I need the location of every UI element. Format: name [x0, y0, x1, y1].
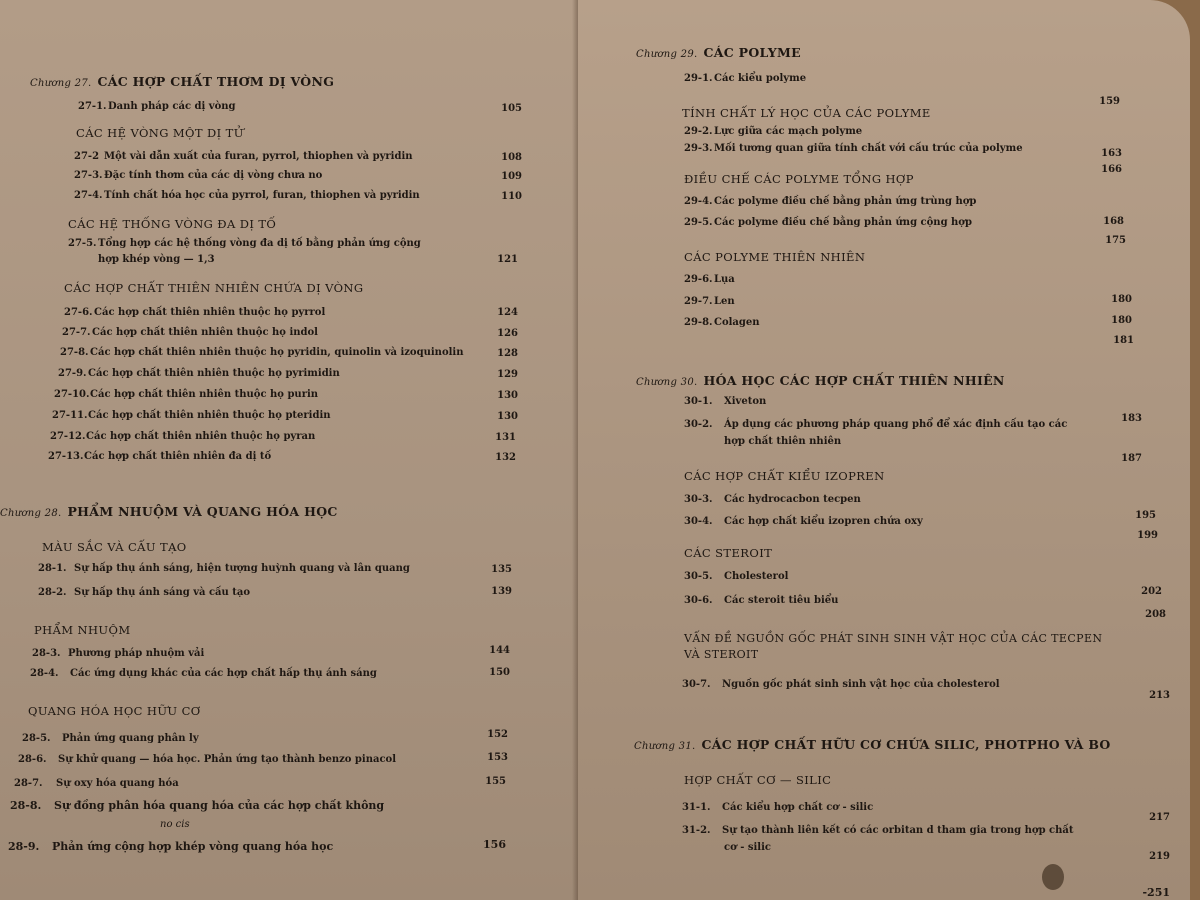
toc-entry-27-5-cont: hợp khép vòng — 1,3 — [98, 254, 215, 265]
page-number-28-2: 139 — [491, 586, 512, 597]
section-quang-hoa: QUANG HÓA HỌC HỮU CƠ — [28, 704, 201, 718]
page-footer-number: -251 — [1142, 886, 1170, 899]
section-mot-di-tu: CÁC HỆ VÒNG MỘT DỊ TỬ — [76, 126, 244, 140]
toc-entry-27-2: 27-2 Một vài dẫn xuất của furan, pyrrol, thiophen và pyridin — [74, 151, 413, 162]
page-number-29-1: 159 — [1099, 96, 1120, 107]
toc-entry-31-1: 31-1. Các kiểu hợp chất cơ - silic — [682, 802, 874, 813]
page-number-28-7: 155 — [485, 776, 506, 787]
section-pham-nhuom: PHẨM NHUỘM — [34, 623, 131, 637]
toc-entry-27-5: 27-5.Tổng hợp các hệ thống vòng đa dị tố bằng phản ứng cộng — [68, 238, 421, 249]
toc-entry-29-6: 29-6.Lụa — [684, 274, 735, 285]
page-number-27-10: 130 — [497, 390, 518, 401]
toc-entry-30-5: 30-5. Cholesterol — [684, 571, 789, 582]
page-number-27-3: 109 — [501, 171, 522, 182]
toc-entry-30-1: 30-1. Xiveton — [684, 396, 767, 407]
section-dieu-che: ĐIỀU CHẾ CÁC POLYME TỔNG HỢP — [684, 172, 914, 186]
toc-entry-27-11: 27-11.Các hợp chất thiên nhiên thuộc họ pteridin — [52, 410, 331, 421]
page-number-30-5: 202 — [1141, 586, 1162, 597]
page-number-29-7: 180 — [1111, 315, 1132, 326]
toc-entry-29-4: 29-4.Các polyme điều chế bằng phản ứng trùng hợp — [684, 196, 977, 207]
toc-entry-29-7: 29-7.Len — [684, 296, 735, 307]
toc-entry-30-4: 30-4. Các hợp chất kiểu izopren chứa oxy — [684, 516, 923, 527]
page-number-27-13: 132 — [495, 452, 516, 463]
page-number-30-7: 213 — [1149, 690, 1170, 701]
toc-entry-27-8: 27-8.Các hợp chất thiên nhiên thuộc họ pyridin, quinolin và izoquinolin — [60, 347, 464, 358]
toc-entry-30-2-cont: hợp chất thiên nhiên — [724, 436, 842, 447]
page-number-28-4: 150 — [489, 667, 510, 678]
toc-entry-27-13: 27-13.Các hợp chất thiên nhiên đa dị tố — [48, 451, 272, 462]
toc-entry-28-2: 28-2. Sự hấp thụ ánh sáng và cấu tạo — [38, 587, 251, 598]
toc-entry-27-12: 27-12.Các hợp chất thiên nhiên thuộc họ pyran — [50, 431, 316, 442]
toc-entry-29-5: 29-5.Các polyme điều chế bằng phản ứng cộng hợp — [684, 217, 972, 228]
toc-entry-28-4: 28-4. Các ứng dụng khác của các hợp chất hấp thụ ánh sáng — [30, 668, 377, 679]
chapter-27-title: Chương 27. CÁC HỢP CHẤT THƠM DỊ VÒNG — [30, 74, 335, 89]
toc-entry-27-4: 27-4.Tính chất hóa học của pyrrol, furan, thiophen và pyridin — [74, 190, 420, 201]
ink-stain — [1042, 864, 1064, 890]
page-number-27-5: 121 — [497, 254, 518, 265]
toc-entry-28-8-cont: no cis — [160, 819, 190, 830]
toc-entry-28-7: 28-7. Sự oxy hóa quang hóa — [14, 778, 179, 789]
toc-entry-28-1: 28-1. Sự hấp thụ ánh sáng, hiện tượng huỳnh quang và lân quang — [38, 563, 410, 574]
page-number-29-8: 181 — [1113, 335, 1134, 346]
page-number-29-6: 180 — [1111, 294, 1132, 305]
section-da-di-to: CÁC HỆ THỐNG VÒNG ĐA DỊ TỐ — [68, 217, 277, 231]
toc-entry-27-1: 27-1.Danh pháp các dị vòng — [78, 101, 236, 112]
page-number-28-1: 135 — [491, 564, 512, 575]
toc-entry-27-7: 27-7.Các hợp chất thiên nhiên thuộc họ indol — [62, 327, 318, 338]
page-number-29-4: 168 — [1103, 216, 1124, 227]
page-number-27-2: 108 — [501, 152, 522, 163]
chapter-31-title: Chương 31. CÁC HỢP CHẤT HỮU CƠ CHỨA SILIC, PHOTPHO VÀ BO — [634, 737, 1111, 752]
page-number-30-4: 199 — [1137, 530, 1158, 541]
page-number-29-2: 163 — [1101, 148, 1122, 159]
toc-entry-30-7: 30-7. Nguồn gốc phát sinh sinh vật học của cholesterol — [682, 679, 1000, 690]
toc-entry-31-2: 31-2. Sự tạo thành liên kết có các orbitan d tham gia trong hợp chất — [682, 825, 1074, 836]
page-number-28-9: 156 — [483, 838, 506, 851]
section-thien-nhien-di-vong: CÁC HỢP CHẤT THIÊN NHIÊN CHỨA DỊ VÒNG — [64, 281, 364, 295]
toc-entry-30-3: 30-3. Các hydrocacbon tecpen — [684, 494, 861, 505]
page-number-27-4: 110 — [501, 191, 522, 202]
section-nguon-goc: VẤN ĐỀ NGUỒN GỐC PHÁT SINH SINH VẬT HỌC CỦA CÁC TECPEN — [684, 632, 1103, 645]
page-number-31-1: 217 — [1149, 812, 1170, 823]
toc-entry-28-9: 28-9. Phản ứng cộng hợp khép vòng quang hóa học — [8, 840, 334, 853]
section-izopren: CÁC HỢP CHẤT KIỂU IZOPREN — [684, 469, 885, 483]
page-number-30-1: 183 — [1121, 413, 1142, 424]
section-steroit: CÁC STEROIT — [684, 546, 773, 560]
chapter-30-title: Chương 30. HÓA HỌC CÁC HỢP CHẤT THIÊN NHIÊN — [636, 373, 1005, 388]
left-page — [0, 0, 580, 900]
toc-entry-31-2-cont: cơ - silic — [724, 842, 771, 853]
toc-entry-27-3: 27-3.Đặc tính thơm của các dị vòng chưa no — [74, 170, 323, 181]
toc-entry-30-6: 30-6. Các steroit tiêu biểu — [684, 595, 839, 606]
toc-entry-30-2: 30-2. Áp dụng các phương pháp quang phổ để xác định cấu tạo các — [684, 419, 1068, 430]
section-polyme-thien-nhien: CÁC POLYME THIÊN NHIÊN — [684, 250, 866, 264]
page-number-29-3: 166 — [1101, 164, 1122, 175]
toc-entry-27-6: 27-6.Các hợp chất thiên nhiên thuộc họ pyrrol — [64, 307, 326, 318]
page-number-28-3: 144 — [489, 645, 510, 656]
page-number-27-11: 130 — [497, 411, 518, 422]
right-page — [578, 0, 1190, 900]
toc-entry-27-9: 27-9.Các hợp chất thiên nhiên thuộc họ pyrimidin — [58, 368, 340, 379]
page-number-27-12: 131 — [495, 432, 516, 443]
page-number-27-9: 129 — [497, 369, 518, 380]
section-ly-hoc: TÍNH CHẤT LÝ HỌC CỦA CÁC POLYME — [682, 106, 931, 120]
page-number-30-6: 208 — [1145, 609, 1166, 620]
section-co-silic: HỢP CHẤT CƠ — SILIC — [684, 773, 832, 787]
section-nguon-goc-cont: VÀ STEROIT — [684, 648, 759, 661]
chapter-28-title: Chương 28. PHẨM NHUỘM VÀ QUANG HÓA HỌC — [0, 504, 338, 519]
toc-entry-27-10: 27-10.Các hợp chất thiên nhiên thuộc họ purin — [54, 389, 319, 400]
toc-entry-28-6: 28-6. Sự khử quang — hóa học. Phản ứng tạo thành benzo pinacol — [18, 754, 397, 765]
page-number-29-5: 175 — [1105, 235, 1126, 246]
section-mau-sac: MÀU SẮC VÀ CẤU TẠO — [42, 540, 187, 554]
toc-entry-29-2: 29-2.Lực giữa các mạch polyme — [684, 126, 863, 137]
page-number-27-7: 126 — [497, 328, 518, 339]
toc-entry-28-5: 28-5. Phản ứng quang phân ly — [22, 733, 199, 744]
page-number-31-2: 219 — [1149, 851, 1170, 862]
page-number-30-2: 187 — [1121, 453, 1142, 464]
page-number-27-1: 105 — [501, 103, 522, 114]
toc-entry-29-1: 29-1.Các kiểu polyme — [684, 73, 807, 84]
toc-entry-28-8: 28-8. Sự đồng phân hóa quang hóa của các hợp chất không — [10, 799, 385, 812]
page-number-30-3: 195 — [1135, 510, 1156, 521]
page-number-27-8: 128 — [497, 348, 518, 359]
toc-entry-29-8: 29-8.Colagen — [684, 317, 760, 328]
chapter-29-title: Chương 29. CÁC POLYME — [636, 45, 801, 60]
page-number-28-6: 153 — [487, 752, 508, 763]
page-number-28-5: 152 — [487, 729, 508, 740]
toc-entry-28-3: 28-3. Phương pháp nhuộm vải — [32, 648, 205, 659]
page-number-27-6: 124 — [497, 307, 518, 318]
toc-entry-29-3: 29-3.Mối tương quan giữa tính chất với cấu trúc của polyme — [684, 143, 1023, 154]
